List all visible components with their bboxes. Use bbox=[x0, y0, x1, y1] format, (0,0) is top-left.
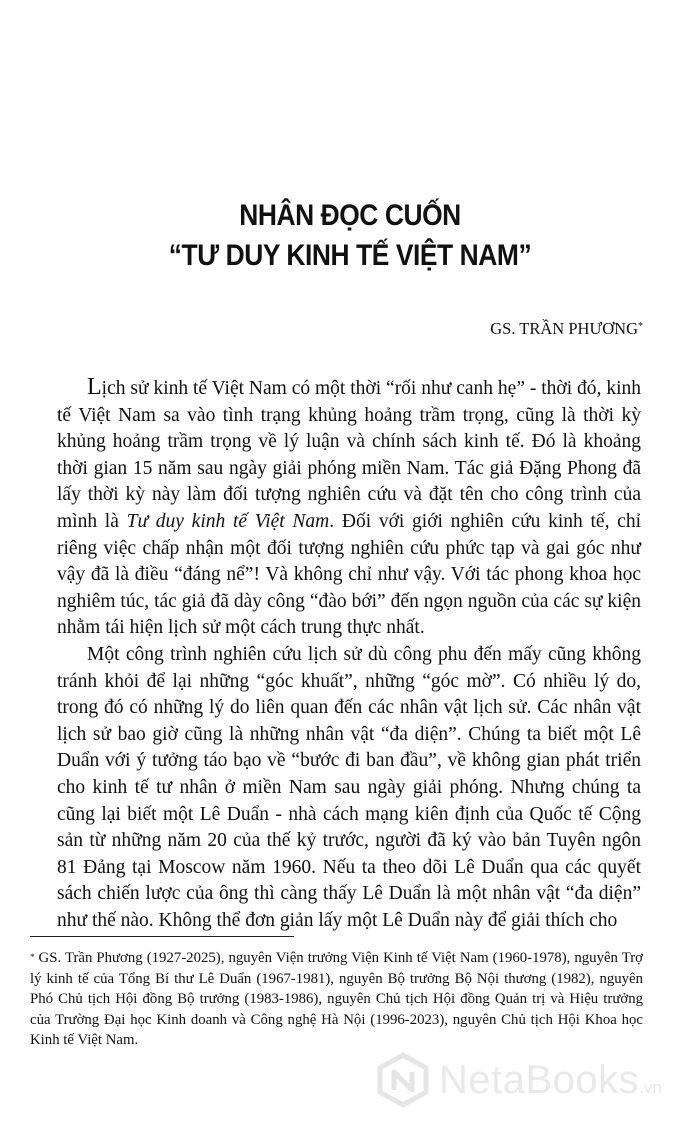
footnote bbox=[30, 948, 643, 1051]
watermark-suffix: .vn bbox=[639, 1078, 662, 1097]
chapter-title-line-2: “TƯ DUY KINH TẾ VIỆT NAM” bbox=[168, 239, 532, 272]
paragraph-1 bbox=[57, 374, 641, 642]
footnote-divider bbox=[30, 936, 294, 937]
footnote-text: GS. Trần Phương (1927-2025), nguyên Viện trưởng Viện Kinh tế Việt Nam (1960-1978), nguyên Trợ lý kinh tế của Tổng Bí thư Lê Duẩn (1967-1981), nguyên Bộ trưởng Bộ Nội thương (1982), nguyên Phó Chủ tịch Hội đồng Bộ trưởng (1983-1986), nguyên Chủ tịch Hội đồng Quản trị và Hiệu trưởng của Trường Đại học Kinh doanh và Công nghệ Hà Nội (1996-2023), nguyên Chủ tịch Hội Khoa học Kinh tế Việt Nam. bbox=[30, 950, 643, 1048]
paragraph-1-text-b: . Đối với giới nghiên cứu kinh tế, chỉ riêng việc chấp nhận một đối tượng nghiên cứu phức tạp và gai góc như vậy đã là điều “đáng nể”! Và không chỉ như vậy. Với tác phong khoa học nghiêm túc, tác giả đã dày công “đào bới” đến ngọn nguồn của các sự kiện nhằm tái hiện lịch sử một cách trung thực nhất. bbox=[57, 510, 641, 639]
book-title-italic: Tư duy kinh tế Việt Nam bbox=[126, 510, 330, 532]
drop-cap: L bbox=[87, 374, 102, 400]
watermark-brand: NetaBooks bbox=[439, 1058, 640, 1102]
watermark bbox=[375, 1050, 695, 1110]
author-footnote-mark: * bbox=[638, 321, 643, 332]
author-name: GS. TRẦN PHƯƠNG bbox=[490, 319, 638, 338]
netabooks-logo-icon bbox=[375, 1052, 431, 1108]
watermark-text bbox=[439, 1058, 662, 1110]
chapter-title-line-1: NHÂN ĐỌC CUỐN bbox=[239, 199, 461, 232]
body-text bbox=[57, 374, 641, 934]
paragraph-2: Một công trình nghiên cứu lịch sử dù công phu đến mấy cũng không tránh khỏi để lại những “góc khuất”, những “góc mờ”. Có nhiều lý do, trong đó có những lý do liên quan đến các nhân vật lịch sử. Các nhân vật lịch sử bao giờ cũng là những nhân vật “đa diện”. Chúng ta biết một Lê Duẩn với ý tưởng táo bạo về “bước đi ban đầu”, về không gian phát triển cho kinh tế tư nhân ở miền Nam sau ngày giải phóng. Nhưng chúng ta cũng lại biết một Lê Duẩn - nhà cách mạng kiên định của Quốc tế Cộng sản từ những năm 20 của thế kỷ trước, người đã ký vào bản Tuyên ngôn 81 Đảng tại Moscow năm 1960. Nếu ta theo dõi Lê Duẩn qua các quyết sách chiến lược của ông thì càng thấy Lê Duẩn là một nhân vật “đa diện” như thế nào. Không thể đơn giản lấy một Lê Duẩn này để giải thích cho bbox=[57, 643, 641, 931]
author-byline bbox=[490, 318, 643, 340]
paragraph-1-text-a: ịch sử kinh tế Việt Nam có một thời “rối như canh hẹ” - thời đó, kinh tế Việt Nam sa vào tình trạng khủng hoảng trầm trọng, cũng là thời kỳ khủng hoảng trầm trọng về lý luận và chính sách kinh tế. Đó là khoảng thời gian 15 năm sau ngày giải phóng miền Nam. Tác giả Đặng Phong đã lấy thời kỳ này làm đối tượng nghiên cứu và đặt tên cho công trình của mình là bbox=[57, 378, 641, 532]
footnote-mark: * bbox=[30, 952, 35, 962]
chapter-title bbox=[42, 196, 658, 276]
